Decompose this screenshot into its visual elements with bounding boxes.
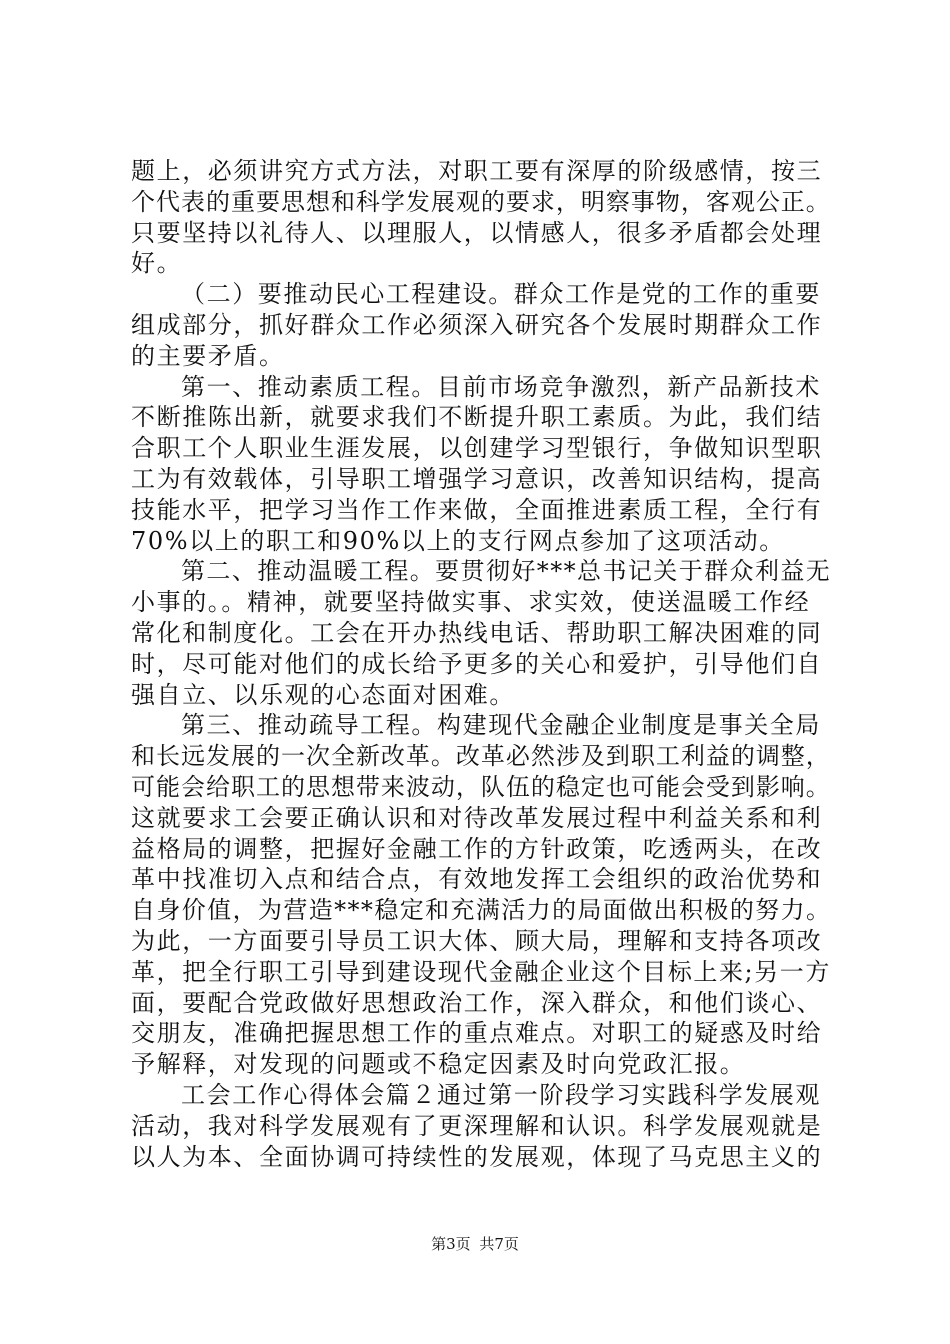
- text-line: 不断推陈出新，就要求我们不断提升职工素质。为此，我们结: [131, 403, 823, 432]
- text-line: 第三、推动疏导工程。构建现代金融企业制度是事关全局: [181, 711, 821, 740]
- text-line: 为此，一方面要引导员工识大体、顾大局，理解和支持各项改: [131, 926, 823, 955]
- text-line: 好。: [131, 249, 183, 278]
- document-body: [131, 156, 831, 1172]
- page-number: 第3页: [431, 1235, 471, 1253]
- text-line: 工会工作心得体会篇２通过第一阶段学习实践科学发展观: [181, 1080, 821, 1109]
- text-line: 题上，必须讲究方式方法，对职工要有深厚的阶级感情，按三: [131, 157, 823, 185]
- text-line: 合职工个人职业生涯发展，以创建学习型银行，争做知识型职: [131, 434, 823, 463]
- text-line: 交朋友，准确把握思想工作的重点难点。对职工的疑惑及时给: [131, 1019, 823, 1048]
- text-line: 以人为本、全面协调可持续性的发展观，体现了马克思主义的: [131, 1142, 823, 1171]
- text-line: 活动，我对科学发展观有了更深理解和认识。科学发展观就是: [131, 1111, 823, 1140]
- text-line: 技能水平，把学习当作工作来做，全面推进素质工程，全行有: [131, 495, 823, 524]
- text-line: 强自立、以乐观的心态面对困难。: [131, 680, 515, 709]
- text-line: 第一、推动素质工程。目前市场竞争激烈，新产品新技术: [181, 372, 821, 401]
- text-line: 予解释，对发现的问题或不稳定因素及时向党政汇报。: [131, 1050, 746, 1079]
- text-line: 第二、推动温暖工程。要贯彻好***总书记关于群众利益无: [181, 557, 832, 586]
- text-line: 个代表的重要思想和科学发展观的要求，明察事物，客观公正。: [131, 187, 831, 216]
- text-line: 工为有效载体，引导职工增强学习意识，改善知识结构，提高: [131, 464, 823, 493]
- text-line: 面，要配合党政做好思想政治工作，深入群众，和他们谈心、: [131, 988, 823, 1017]
- page-footer: [0, 1234, 950, 1254]
- text-line: 和长远发展的一次全新改革。改革必然涉及到职工利益的调整，: [131, 742, 831, 771]
- text-line: 小事的。。精神，就要坚持做实事、求实效，使送温暖工作经: [131, 588, 811, 617]
- text-line: 革中找准切入点和结合点，有效地发挥工会组织的政治优势和: [131, 865, 823, 894]
- text-line: 可能会给职工的思想带来波动，队伍的稳定也可能会受到影响。: [131, 772, 831, 801]
- text-line: 只要坚持以礼待人、以理服人，以情感人，很多矛盾都会处理: [131, 218, 823, 247]
- text-line: 常化和制度化。工会在开办热线电话、帮助职工解决困难的同: [131, 618, 823, 647]
- text-line: 时，尽可能对他们的成长给予更多的关心和爱护，引导他们自: [131, 649, 823, 678]
- text-line: 组成部分，抓好群众工作必须深入研究各个发展时期群众工作: [131, 310, 823, 339]
- text-line: 自身价值，为营造***稳定和充满活力的局面做出积极的努力。: [131, 896, 832, 925]
- text-line: 这就要求工会要正确认识和对待改革发展过程中利益关系和利: [131, 803, 823, 832]
- text-line: 70%以上的职工和90%以上的支行网点参加了这项活动。: [131, 526, 785, 555]
- text-line: 益格局的调整，把握好金融工作的方针政策，吃透两头，在改: [131, 834, 823, 863]
- text-line: 革，把全行职工引导到建设现代金融企业这个目标上来;另一方: [131, 957, 831, 986]
- text-line: 的主要矛盾。: [131, 341, 285, 370]
- text-line: （二）要推动民心工程建设。群众工作是党的工作的重要: [181, 280, 821, 309]
- page-total: 共7页: [479, 1235, 519, 1253]
